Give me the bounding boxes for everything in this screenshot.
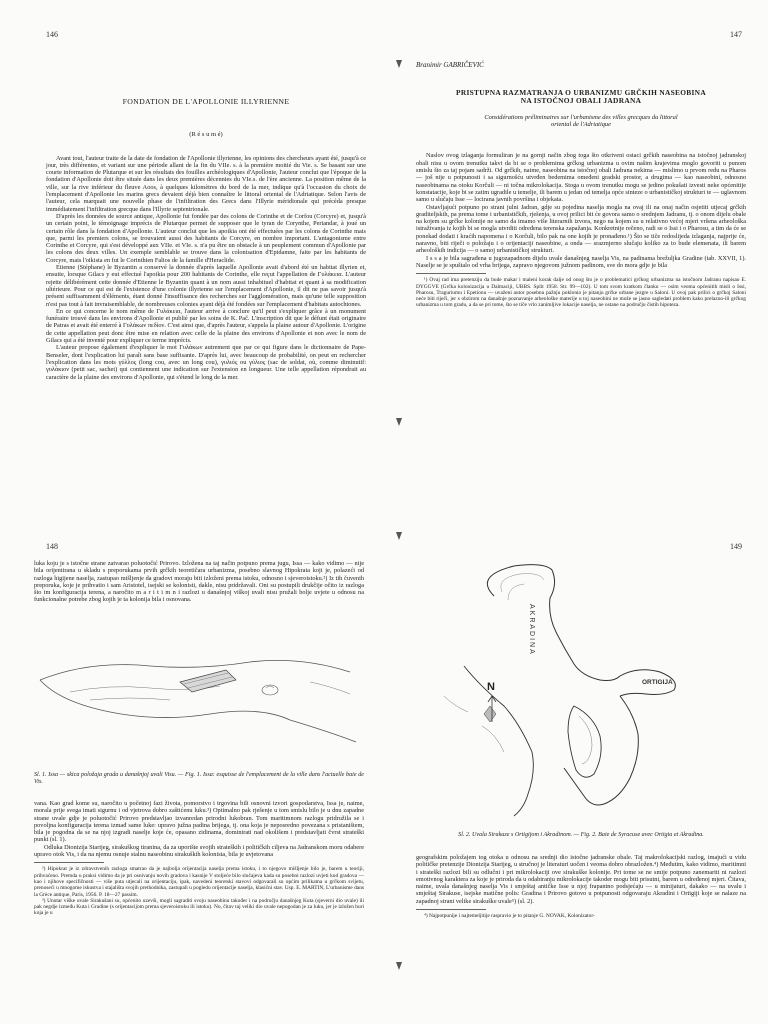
footnote-text: ³) Unutar viške uvale Sirakušani su, općenito uzevši, mogli sagraditi svoju naseobinu također i na području današnjeg Kuta (sjeverni dio uvale) ili pak negdje između Kuta i Gradine (s orijentacijom prema sjeveroistoku ili istoku). No, čitav taj veliki dio uvale nepogodan je za luku, jer je izložen buri koja je u <box>34 897 364 917</box>
page-148 <box>0 512 384 1024</box>
footnote-divider <box>416 273 486 274</box>
resume-block <box>46 98 366 381</box>
paragraph: Etienne (Stéphane) le Byzantin a conservé la donnée d'après laquelle Apollonie avait d'abord été un habitat illyrien et, ensuite, lorsque Gilacs y eut effectué l'apoikia pour 200 habitants de Corinthe, elle reçut l'appellation de Γυλάκεια. L'auteur rejette délibérément cette donnée d'Etienne le Byzantin quant à un nom aussi inhabituel d'habitat et quant à sa modification ultérieure. Pour ce qui est de l'existence d'une colonie illyrienne sur l'emplacement d'Apollonie, il dit ne pas savoir jusqu'à présent suffisamment d'éléments, étant donné l'insuffisance des recherches sur l'agglomération, mais qu'une telle supposition n'est pas tout à fait invraisemblable, de nombreuses colonies ayant déjà été fondées sur l'emplacement d'habitats autochtones. <box>46 264 366 308</box>
footnote-text: ²) Hipokrat je iz zdravstvenih razloga smatrao da je najbolja orijentacija naselja prema istoku, i to njegovo mišljenje bilo je, barem u teoriji, prihvaćeno. Premda u praksi vidimo da je pri osnivanju novih gradova i kasnije V stoljeće bilo slučajeva kada su posebni razlozi uvjeti kod gradova — kao i njihove specifičnosti — više puta utjecali na orijentaciju, ipak, navedeni teoretski stavovi odgovarali su općim prilikama u grčkom svijetu, prenoseći u mnogome iskustva i stajališta svojih prethodnika, zastupali u pogledu orijentacije naselja, klasični stav. Usp. E. MARTIN, L'urbanisme dans la Grèce antique, Paris, 1956. P. 18—27 passim. <box>34 866 364 898</box>
article-block <box>416 62 746 309</box>
syracuse-bay-map <box>424 556 744 826</box>
footnote-divider <box>34 862 104 863</box>
article-title: FONDATION DE L'APOLLONIE ILLYRIENNE <box>122 97 290 106</box>
page-149 <box>384 512 768 1024</box>
paragraph: Naslov ovog izlaganja formuliran je na gornji način zbog toga što otkriveni ostaci grčkih naseobina na istočnoj jadranskoj obali nisu u ovom trenutku takvi da bi se o problemima grčkog urbanizma u ovim našim krajevima moglo govoriti u punom smislu što za taj pojam sadrži. Od grčkih, naime, naseobina na istočnoj obali Jadrana nekima — mislimo u prvom redu na Pharos — još nije u potpunosti i sa sigurnošću utvrđen bedemima omeđeni gradski prostor, a drugima — kao naseobini, odnosno naseobinama na otoku Korčuli — ni točna mikrolokacija. Stoga u ovom trenutku mogu se jedino pokušati izvesti neke općenitije konstatacije, koje bi se zatim ugradile u temelje, ili barem u jedan od temelja opće sinteze o urbanističkoj strukturi te — uglavnom samo u slučaju Isse — locirana javnih površina i objekata. <box>416 152 746 204</box>
footnote-text: ¹) Ovaj rad ima pretenziju da bude makar i maleni korak dalje od onog što je o problematici grčkog urbanizma na istočnom Jadranu napisao E. DYGGVE (Grčka kolonizacija u Dalmaciji, UBBS. Split 1958. Str. 99—102). U tom svom kratkom članku — osim veoma općenitih misli o Issi, Pharosu, Traguriumu i Epetionu — uvaženi autor posebnu pažnju poklonio je pitanju grčke urbane jezgre u Saloni. U ovoj pak prilici o grčkoj Saloni neće biti riječi, jer s obzirom na današnje poznavanje arheološke materije u toj naseobini ne može se jasno sagledati problem kako prelazno-ili grčkog urbanizma u tom gradu, a da se pri tome, što se tiče vrlo zanimljive lokacije naselja, ne ostane na području čistih hipoteza. <box>416 277 746 309</box>
page-number: 149 <box>730 542 742 551</box>
paragraph: Avant tout, l'auteur traite de la date de fondation de l'Apollonie illyrienne, les opinions des chercheurs ayant été, jusqu'à ce jour, très différentes, et variant sur une période allant de la fin du VIIe. s. à la première moitié du Vie. s. Se basant sur une courte information de Plutarque et sur les résultats des fouilles archéologiques d'Apollonie, l'auteur conclut que l'époque de la fondation d'Apollonie doit être située dans les deux premières décennies du VIe.s. de l'ère ancienne. La position même de la ville, sur la rive inférieur du fleuve Aoos, à quelques kilomètres du bord de la mer, indique qu'à l'occasion du choix de l'emplacement d'Apollonie les marins grecs devaient déjà bien connaître le littoral oriental de l'Adriatique. Selon l'avis de l'auteur, cela marquait une nouvelle phase de l'infiltration des Grecs dans l'Illyrie méridionale qui précéda presque immédiatement l'infiltration grecque dans l'Illyrie septentrionale. <box>46 154 366 213</box>
paragraph: geografskim položajem tog otoka u odnosu na srednji dio istočne jadranske obale. Taj makrolokacijski razlog, imajući u vidu političke pretenzije Dionizija Starijeg, u stručnoj je literaturi uočen i veoma dobro obrazložen.⁴) Međutim, kako vidimo, maritimni i strateški razlozi bili su odlučni i pri mikrolokaciji ove sirakuške kolonije. Pri tome se ne smije potpuno zanemariti ni razlozi emotivnog karaktera za koje je priroda da u odabiranju mikrolokacije takoder mogu biti prisutni, barem u određenoj mjeri. Čitava, naime, uvala današnjeg naselja Vis i smještaj antičke Isse u njoj frapantno podsjećaju — u minijaturi, dakako — na uvalu i smještaj Sirakuse, isejske matične polis: Gradina i Prirovo gotovo u potpunosti odgovaraju Akradini i Ortigiji koje se nalaze na zapadnoj strani velike sirakuške uvale⁵) (sl. 2). <box>416 854 746 905</box>
north-label: N <box>487 681 495 693</box>
article-block <box>34 800 364 917</box>
issa-bay-sketch <box>30 642 366 770</box>
paragraph: Ostavljajući potpuno po strani julni Jadran, gdje su pojedina naselja mogla na ovaj ili na onaj način osjetiti utjecaj grčkih graditeljskih, pa prema tome i urbanističkih, rješenja, u ovoj prilici bit će govora samo o srednjem Jadranu, tj. o onom dijelu obale na kojem su grčke kolonije ne samo da imamo više literarnih izvora, nego na kojem su u relativno većoj mjeri vršena arheološka istraživanja iz kojih bi se mogla utvrditi određena terenska zapažanja. Konkretnije rečeno, radi se o Issi i o Pharosu, a tim da će se ponekad dodati i kraćih napomena i o Korčuli, bilo pak na one kojih je pronađeno.¹) Što se tiče redoslijeda izlaganja, najprije će, naravno, biti riječi o položaju i o orijentaciji naseobine, a onda — srazmjerno slučaju koliko za to bude elemenata, ili barem arheoloških indicija — o samoj urbanističkoj strukturi. <box>416 203 746 255</box>
page-number: 147 <box>730 30 742 39</box>
page-number: 146 <box>46 30 58 39</box>
paragraph: En ce qui concerne le nom même de Γυλάκεια, l'auteur arrive à conclure qu'il peut s'expliquer grâce à un monument funéraire trouvé dans les environs d'Apollonie et publié par les soins de K. Pač. L'inscription dit que le défunt était originaire de Patras et avait été enterré à Γυλάκων πεδίον. C'est ainsi que, d'après l'auteur, s'appela la plaine autour d'Apollonie. L'origine de cette appellation peut donc être mise en relation avec celle de la plaine des environs d'Apollonie et non avec le nom de Gilacs qui a été inventé pour expliquer ce terme imprécis. <box>46 307 366 345</box>
footnote-divider <box>416 909 486 910</box>
page-146 <box>0 0 384 512</box>
ortigija-label: ORTIGIJA <box>642 679 673 686</box>
title-line: NA ISTOČNOJ OBALI JADRANA <box>520 95 642 105</box>
figure-caption: Sl. 1. Issa — skica položaja grada u današnjoj uvali Visu. — Fig. 1. Issa: esquisse de l'emplacement de la ville dans l'actuelle baie de Vis. <box>34 772 364 785</box>
article-subtitle <box>416 114 746 129</box>
paragraph: D'après les données de source antique, Apollonie fut fondée par des colons de Corinthe et de Corfou (Corcyre) et, jusqu'à un certain point, le témoignage imprécis de Plutarque permet de supposer que le tyran de Corynthe, Periandar, à joué un certain rôle dans la fondation d'Apollonie. L'auteur conclut que les apoikia ont été effectuées par les colons de Corinthe mais que, parmi les premiers colons, se trouvaient aussi des habitants de Corcyre, en nombre important. L'antagonisme entre Corinthe et Corcyre, qui s'est développé aux VIIe. et VIe. s. n'a pu être un obstacle à un peuplement commun d'Apollonie par les colons des deux villes. Un exemple semblable se trouve dans la colonisation d'Epidamne, faite par les habitants de Corcyre, mais l'oikista en fut le Corinthien Falios de la famille d'Heraclide. <box>46 212 366 264</box>
binding-mark <box>396 532 402 540</box>
resume-label: (R é s u m é) <box>189 131 223 139</box>
paragraph: vana. Kao grad kome su, naročito u početnoj fazi života, pomorstvo i trgovina bili osnovni izvori gospodarstva, Issa je, naime, morala prije svega imati sigurnu i od vjetrova dobro zaštićenu luku.³) Optimalno pak rješenje u tom smislu bilo je u dnu zapadne strane uvale gdje je poluotočić Prirovo predstavljao izvanredan prirodni lukobran. Tom maritimnom razlogu pridružila se i povoljna konfiguracija terena izmađ same luke: upravo južna padina brijega, tj. ona koja je neposredno povezana s pristaništem, bila je pogodna da se na njoj izgradi naselje koje će, opasano zidinama, dominirati nad okolišem i predstavljati čvrst strateški punkt (sl. 1). <box>34 800 364 844</box>
binding-mark <box>396 962 402 970</box>
subtitle-line: oriental de l'Adriatique <box>551 121 611 129</box>
title-line: PRISTUPNA RAZMATRANJA O URBANIZMU GRČKIH NASEOBINA <box>456 88 706 98</box>
page-147 <box>384 0 768 512</box>
paragraph: luka koju je s istočne strane zatvarao poluotočić Prirovo. Izložena na taj način potpuno prema jugu, Issa — kako vidimo — nije bila orijentirana u skladu s preporukama prvih grčkih teoretičara urbanizma, posebno slavnog Hipokrata koji je, polazeći od razloga higijene naselja, zastupao mišljenje da gradovi moraju biti izloženi prema istoku, odnosno i sjeveroistoku.²) Iz tih čuvenih preporuka, koje je prihvatio i sam Aristotel, isejski se kolonisti, dakle, nisu pridržavali. Oni su postupili drukčije očito iz razloga što im konfiguracija terena, a naročito m a r i t i m n i razlozi u današnjoj viškoj uvali nisu pružali bolje uvjete u odnosu na funkcionalne potrebe zbog kojih je ta kolonija bila i osnovana. <box>34 560 364 604</box>
article-block <box>34 560 364 604</box>
paragraph: L'auteur propose également d'expliquer le mot Γυλάκων autrement que par ce qui figure dans le dictionnaire de Pape-Benseler, dont l'explication lui paraît sans base suffisante. D'après lui, avec beaucoup de probabilité, on peut en rechercher l'explication dans les mots γύλλος (long cou, avec un long cou), γυλιός ou γύλιος (sac de soldat, où, comme diminutif: γυλάκιον (petit sac, sachet) qui contiennent une indication sur l'extension en longueur. Une telle appellation répondrait au caractère de la plaine des environs d'Apollonie, qui s'étend le long de la mer. <box>46 344 366 381</box>
footnote <box>416 277 746 308</box>
binding-mark <box>396 60 402 68</box>
page-number: 148 <box>46 542 58 551</box>
footnote <box>416 913 746 919</box>
article-block <box>416 854 746 919</box>
footnote-text: ⁴) Najpotpunije i najtemeljitije raspravio je to pitanje G. NOVAK, Kolonizator- <box>424 913 595 920</box>
article-title <box>416 89 746 104</box>
binding-mark <box>396 418 402 426</box>
paragraph: Odluka Dionizija Starijeg, sirakuškog tiranina, da za uporište svojih strateških i političkih ciljeva na Jadranskom moru odabere upravo otok Vis, i da na njemu osnuje stalnu naseobinu sirakuških kolonista, bila je uvjetovana <box>34 843 364 859</box>
paragraph: I s s a je bila sagrađena u jugozapadnom dijelu uvale današnjeg naselja Vis, na padinama brežuljka Gradine (tab. XXVII, 1). Naselje se je spuštalo od vrha brijega, zapravo njegovom južnom padinom, sve do mora gdje je bila <box>416 254 746 269</box>
subtitle-line: Considérations préliminaires sur l'urbanisme des villes grecques du littoral <box>484 113 678 121</box>
footnotes <box>34 866 364 916</box>
author: Branimir GABRIČEVIĆ <box>416 61 484 69</box>
akradina-label: AKRADINA <box>528 604 535 656</box>
figure-caption: Sl. 2. Uvala Sirakuze s Ortigijom i Akradinom. — Fig. 2. Baie de Syracuse avec Ortigia et Akradina. <box>458 832 704 838</box>
